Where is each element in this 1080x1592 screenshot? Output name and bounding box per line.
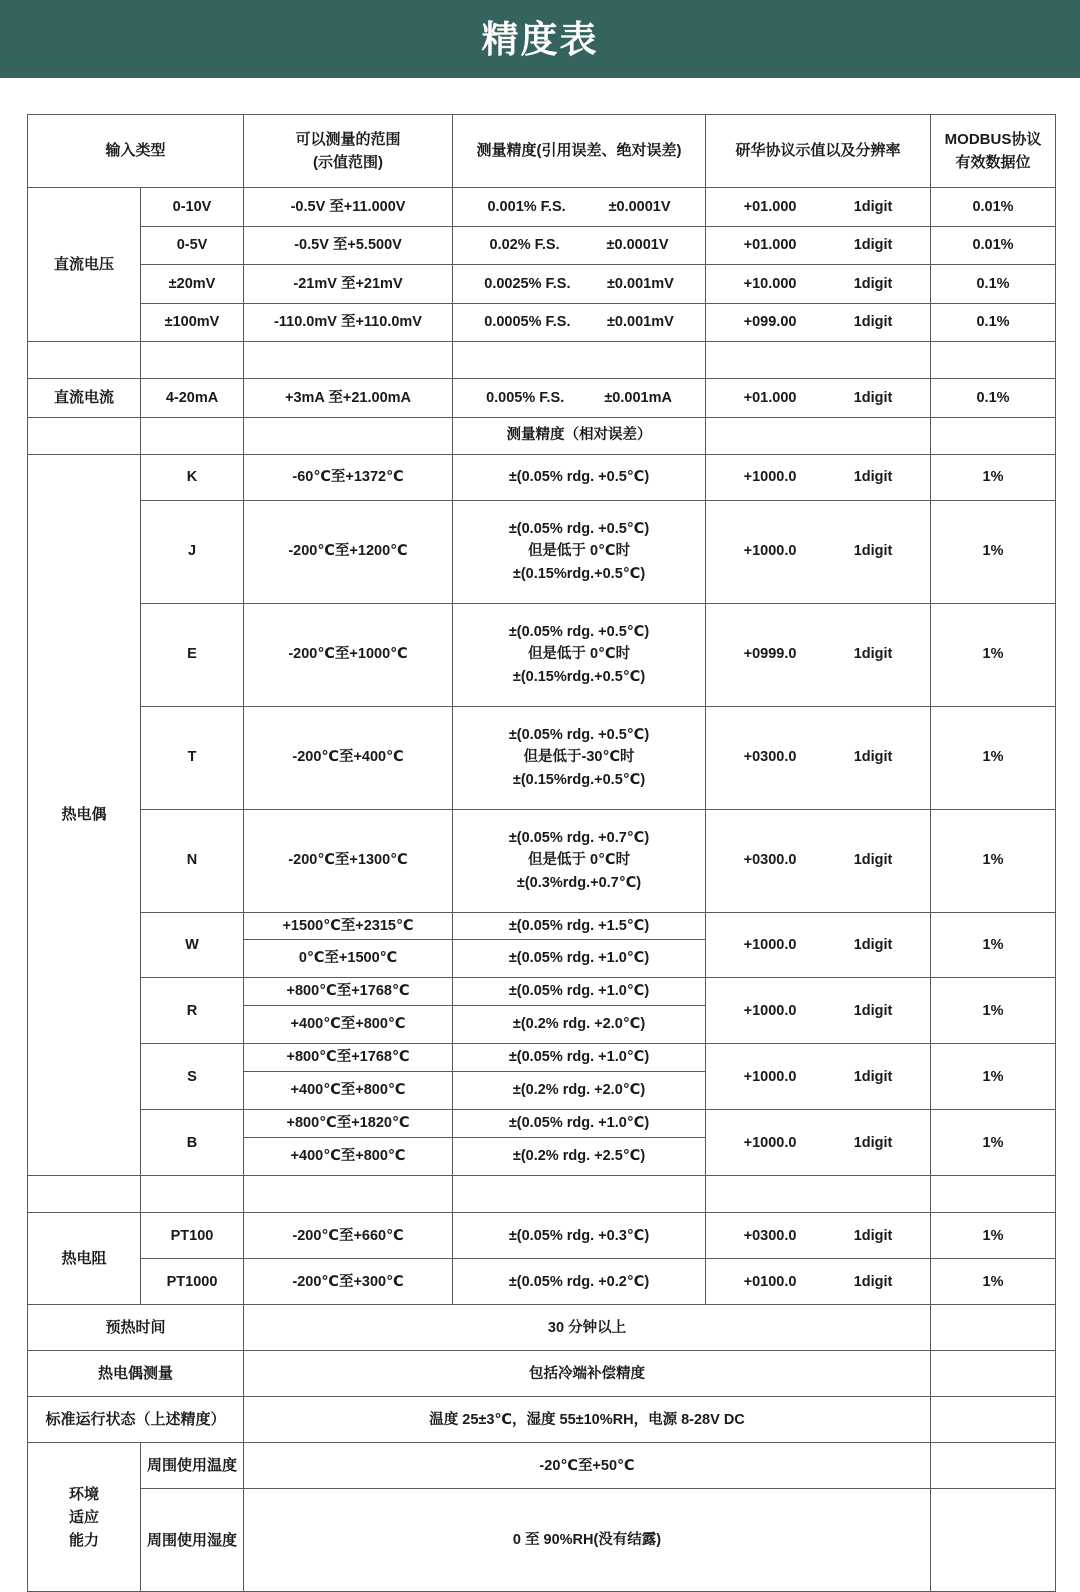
spacer-cell (453, 1176, 706, 1213)
table-row (28, 706, 1056, 809)
cell-range: 0℃至+1500℃ (244, 939, 453, 978)
cell-input-type: PT100 (141, 1213, 244, 1259)
protocol-value: +0300.0 (743, 852, 797, 869)
cell-range: +400℃至+800℃ (244, 1071, 453, 1110)
cell-input-type: N (141, 809, 244, 912)
env-label-line2: 适应 (68, 1508, 99, 1526)
protocol-resolution: 1digit (853, 646, 893, 663)
cell-range: -200℃至+300℃ (244, 1259, 453, 1305)
spacer-cell (244, 1176, 453, 1213)
label-relative-accuracy: 测量精度（相对误差） (453, 417, 706, 454)
spacer-cell (931, 417, 1056, 454)
env-label-line3: 能力 (68, 1532, 99, 1549)
header-range-line1: 可以测量的范围 (295, 130, 401, 148)
page-title: 精度表 (481, 18, 599, 60)
accuracy-line: 但是低于 0℃时 (527, 646, 631, 663)
protocol-value: +0999.0 (743, 646, 797, 663)
cell-input-type: PT1000 (141, 1259, 244, 1305)
cell-input-type: B (141, 1110, 244, 1176)
empty-cell (931, 1305, 1056, 1351)
accuracy-line: ±(0.3%rdg.+0.7℃) (516, 874, 642, 891)
cell-range: -200℃至+1000℃ (244, 603, 453, 706)
accuracy-line: ±(0.05% rdg. +0.5℃) (508, 726, 650, 743)
protocol-value: +10.000 (743, 275, 797, 292)
spacer-cell (28, 417, 141, 454)
spacer-cell (706, 417, 931, 454)
table-row (28, 1397, 1056, 1443)
label-ambient-temp: 周围使用温度 (141, 1443, 244, 1489)
spacer-cell (28, 1176, 141, 1213)
cell-range: -200℃至+1300℃ (244, 809, 453, 912)
cell-modbus: 0.01% (931, 188, 1056, 227)
accuracy-line: 但是低于-30℃时 (523, 749, 635, 766)
cell-accuracy (453, 188, 706, 227)
cell-accuracy (453, 809, 706, 912)
table-row (28, 1305, 1056, 1351)
protocol-resolution: 1digit (853, 389, 893, 406)
cell-input-type: E (141, 603, 244, 706)
cell-modbus: 1% (931, 1213, 1056, 1259)
spacer-cell (28, 342, 141, 379)
cell-range: +1500℃至+2315℃ (244, 912, 453, 939)
cell-range: +3mA 至+21.00mA (244, 379, 453, 418)
cell-range: +400℃至+800℃ (244, 1137, 453, 1176)
table-header-row (28, 115, 1056, 188)
cell-accuracy: ±(0.05% rdg. +1.0℃) (453, 1110, 706, 1137)
section-label-dc-voltage: 直流电压 (28, 188, 141, 342)
cell-accuracy (453, 226, 706, 265)
accuracy-fs: 0.0025% F.S. (484, 275, 571, 292)
cell-protocol (706, 809, 931, 912)
header-modbus-line2: 有效数据位 (955, 154, 1031, 171)
protocol-value: +0100.0 (743, 1273, 797, 1290)
header-modbus (931, 115, 1056, 188)
accuracy-line: ±(0.05% rdg. +0.5℃) (508, 623, 650, 640)
protocol-value: +01.000 (743, 198, 797, 215)
header-range (244, 115, 453, 188)
cell-protocol (706, 188, 931, 227)
cell-accuracy: ±(0.05% rdg. +1.0℃) (453, 939, 706, 978)
cell-modbus: 1% (931, 454, 1056, 500)
table-row (28, 912, 1056, 939)
spacer-cell (141, 1176, 244, 1213)
cell-protocol (706, 500, 931, 603)
spacer-cell (931, 1176, 1056, 1213)
table-row (28, 226, 1056, 265)
accuracy-fs: 0.0005% F.S. (484, 314, 571, 331)
cell-protocol (706, 379, 931, 418)
label-ambient-humidity: 周围使用湿度 (141, 1489, 244, 1592)
relative-accuracy-row (28, 417, 1056, 454)
spacer-cell (706, 1176, 931, 1213)
cell-accuracy: ±(0.05% rdg. +0.5℃) (453, 454, 706, 500)
accuracy-abs: ±0.001mV (606, 314, 674, 331)
spacer-cell (244, 342, 453, 379)
cell-range: -200℃至+400℃ (244, 706, 453, 809)
cell-modbus: 0.1% (931, 303, 1056, 342)
protocol-value: +1000.0 (743, 468, 797, 485)
table-row (28, 603, 1056, 706)
table-row (28, 188, 1056, 227)
cell-accuracy: ±(0.05% rdg. +0.2℃) (453, 1259, 706, 1305)
accuracy-spec-table (27, 114, 1056, 1592)
empty-cell (931, 1397, 1056, 1443)
cell-modbus: 1% (931, 603, 1056, 706)
header-protocol: 研华协议示值以及分辨率 (706, 115, 931, 188)
cell-protocol (706, 226, 931, 265)
spacer-cell (244, 417, 453, 454)
section-label-thermocouple: 热电偶 (28, 454, 141, 1176)
cell-accuracy: ±(0.2% rdg. +2.0℃) (453, 1071, 706, 1110)
spacer-row (28, 1176, 1056, 1213)
protocol-value: +0300.0 (743, 749, 797, 766)
table-row (28, 1259, 1056, 1305)
table-row (28, 1489, 1056, 1592)
value-ambient-humidity: 0 至 90%RH(没有结露) (244, 1489, 931, 1592)
cell-range: -0.5V 至+5.500V (244, 226, 453, 265)
cell-accuracy: ±(0.05% rdg. +1.5℃) (453, 912, 706, 939)
table-row (28, 1443, 1056, 1489)
cell-range: -60℃至+1372℃ (244, 454, 453, 500)
header-accuracy: 测量精度(引用误差、绝对误差) (453, 115, 706, 188)
table-row (28, 809, 1056, 912)
protocol-value: +1000.0 (743, 1068, 797, 1085)
protocol-resolution: 1digit (853, 1134, 893, 1151)
cell-protocol (706, 603, 931, 706)
spacer-row (28, 342, 1056, 379)
accuracy-line: 但是低于 0℃时 (527, 543, 631, 560)
cell-range: -200℃至+660℃ (244, 1213, 453, 1259)
protocol-resolution: 1digit (853, 237, 893, 254)
spec-table-container (0, 78, 1080, 1592)
protocol-value: +0300.0 (743, 1227, 797, 1244)
cell-protocol (706, 1259, 931, 1305)
cell-range: +800℃至+1820℃ (244, 1110, 453, 1137)
label-preheat-time: 预热时间 (28, 1305, 244, 1351)
cell-range: +800℃至+1768℃ (244, 1044, 453, 1071)
empty-cell (931, 1443, 1056, 1489)
table-row (28, 379, 1056, 418)
accuracy-line: ±(0.15%rdg.+0.5℃) (512, 668, 646, 685)
value-ambient-temp: -20℃至+50℃ (244, 1443, 931, 1489)
cell-input-type: ±100mV (141, 303, 244, 342)
protocol-value: +01.000 (743, 237, 797, 254)
cell-accuracy (453, 379, 706, 418)
cell-protocol (706, 1110, 931, 1176)
protocol-value: +1000.0 (743, 936, 797, 953)
value-std-condition: 温度 25±3℃，湿度 55±10%RH，电源 8-28V DC (244, 1397, 931, 1443)
spacer-cell (453, 342, 706, 379)
protocol-value: +1000.0 (743, 543, 797, 560)
accuracy-fs: 0.001% F.S. (487, 198, 566, 215)
cell-input-type: ±20mV (141, 265, 244, 304)
table-row (28, 1044, 1056, 1071)
value-preheat-time: 30 分钟以上 (244, 1305, 931, 1351)
protocol-value: +01.000 (743, 389, 797, 406)
cell-accuracy: ±(0.2% rdg. +2.0℃) (453, 1005, 706, 1044)
section-label-dc-current: 直流电流 (28, 379, 141, 418)
table-row (28, 500, 1056, 603)
cell-protocol (706, 1213, 931, 1259)
empty-cell (931, 1351, 1056, 1397)
cell-accuracy (453, 706, 706, 809)
env-label-line1: 环境 (68, 1485, 99, 1503)
header-modbus-line1: MODBUS协议 (944, 130, 1042, 148)
protocol-resolution: 1digit (853, 314, 893, 331)
cell-modbus: 0.1% (931, 265, 1056, 304)
cell-input-type: T (141, 706, 244, 809)
cell-protocol (706, 454, 931, 500)
cell-range: -21mV 至+21mV (244, 265, 453, 304)
protocol-resolution: 1digit (853, 543, 893, 560)
cell-modbus: 1% (931, 912, 1056, 978)
accuracy-line: ±(0.15%rdg.+0.5℃) (512, 771, 646, 788)
cell-modbus: 1% (931, 1259, 1056, 1305)
cell-input-type: R (141, 978, 244, 1044)
protocol-value: +099.00 (743, 314, 797, 331)
accuracy-abs: ±0.001mA (604, 389, 672, 406)
accuracy-fs: 0.02% F.S. (489, 237, 560, 254)
value-tc-measure: 包括冷端补偿精度 (244, 1351, 931, 1397)
header-range-line2: (示值范围) (313, 154, 384, 171)
cell-accuracy (453, 303, 706, 342)
cell-input-type: K (141, 454, 244, 500)
cell-range: -110.0mV 至+110.0mV (244, 303, 453, 342)
accuracy-abs: ±0.0001V (606, 237, 669, 254)
cell-input-type: J (141, 500, 244, 603)
cell-accuracy: ±(0.05% rdg. +0.3℃) (453, 1213, 706, 1259)
cell-modbus: 0.01% (931, 226, 1056, 265)
table-row (28, 1351, 1056, 1397)
protocol-resolution: 1digit (853, 852, 893, 869)
label-tc-measure: 热电偶测量 (28, 1351, 244, 1397)
cell-modbus: 1% (931, 809, 1056, 912)
cell-protocol (706, 265, 931, 304)
protocol-resolution: 1digit (853, 275, 893, 292)
cell-modbus: 1% (931, 706, 1056, 809)
cell-accuracy: ±(0.05% rdg. +1.0℃) (453, 978, 706, 1005)
cell-modbus: 1% (931, 978, 1056, 1044)
table-row (28, 303, 1056, 342)
cell-modbus: 1% (931, 1110, 1056, 1176)
protocol-value: +1000.0 (743, 1002, 797, 1019)
empty-cell (931, 1489, 1056, 1592)
spacer-cell (141, 342, 244, 379)
cell-accuracy (453, 500, 706, 603)
table-row (28, 1213, 1056, 1259)
cell-input-type: 4-20mA (141, 379, 244, 418)
cell-range: +400℃至+800℃ (244, 1005, 453, 1044)
cell-modbus: 1% (931, 1044, 1056, 1110)
protocol-resolution: 1digit (853, 468, 893, 485)
cell-range: -200℃至+1200℃ (244, 500, 453, 603)
section-label-environment (28, 1443, 141, 1592)
table-row (28, 1110, 1056, 1137)
table-row (28, 978, 1056, 1005)
cell-accuracy (453, 265, 706, 304)
protocol-resolution: 1digit (853, 1002, 893, 1019)
protocol-resolution: 1digit (853, 1068, 893, 1085)
protocol-resolution: 1digit (853, 936, 893, 953)
cell-protocol (706, 706, 931, 809)
spacer-cell (141, 417, 244, 454)
cell-input-type: S (141, 1044, 244, 1110)
accuracy-abs: ±0.0001V (608, 198, 671, 215)
cell-input-type: W (141, 912, 244, 978)
accuracy-line: 但是低于 0℃时 (527, 852, 631, 869)
cell-modbus: 1% (931, 500, 1056, 603)
section-label-rtd: 热电阻 (28, 1213, 141, 1305)
cell-protocol (706, 303, 931, 342)
protocol-resolution: 1digit (853, 1273, 893, 1290)
spacer-cell (931, 342, 1056, 379)
accuracy-abs: ±0.001mV (606, 275, 674, 292)
cell-protocol (706, 978, 931, 1044)
cell-input-type: 0-10V (141, 188, 244, 227)
cell-protocol (706, 1044, 931, 1110)
protocol-resolution: 1digit (853, 1227, 893, 1244)
header-input-type: 输入类型 (28, 115, 244, 188)
cell-range: -0.5V 至+11.000V (244, 188, 453, 227)
protocol-resolution: 1digit (853, 749, 893, 766)
spacer-cell (706, 342, 931, 379)
accuracy-line: ±(0.05% rdg. +0.7℃) (508, 829, 650, 846)
cell-accuracy: ±(0.05% rdg. +1.0℃) (453, 1044, 706, 1071)
accuracy-line: ±(0.15%rdg.+0.5℃) (512, 565, 646, 582)
cell-accuracy (453, 603, 706, 706)
cell-input-type: 0-5V (141, 226, 244, 265)
page-banner (0, 0, 1080, 78)
protocol-resolution: 1digit (853, 198, 893, 215)
cell-range: +800℃至+1768℃ (244, 978, 453, 1005)
table-row (28, 265, 1056, 304)
cell-modbus: 0.1% (931, 379, 1056, 418)
accuracy-line: ±(0.05% rdg. +0.5℃) (508, 520, 650, 537)
accuracy-fs: 0.005% F.S. (486, 389, 565, 406)
table-row (28, 454, 1056, 500)
cell-accuracy: ±(0.2% rdg. +2.5℃) (453, 1137, 706, 1176)
label-std-condition: 标准运行状态（上述精度） (28, 1397, 244, 1443)
cell-protocol (706, 912, 931, 978)
protocol-value: +1000.0 (743, 1134, 797, 1151)
